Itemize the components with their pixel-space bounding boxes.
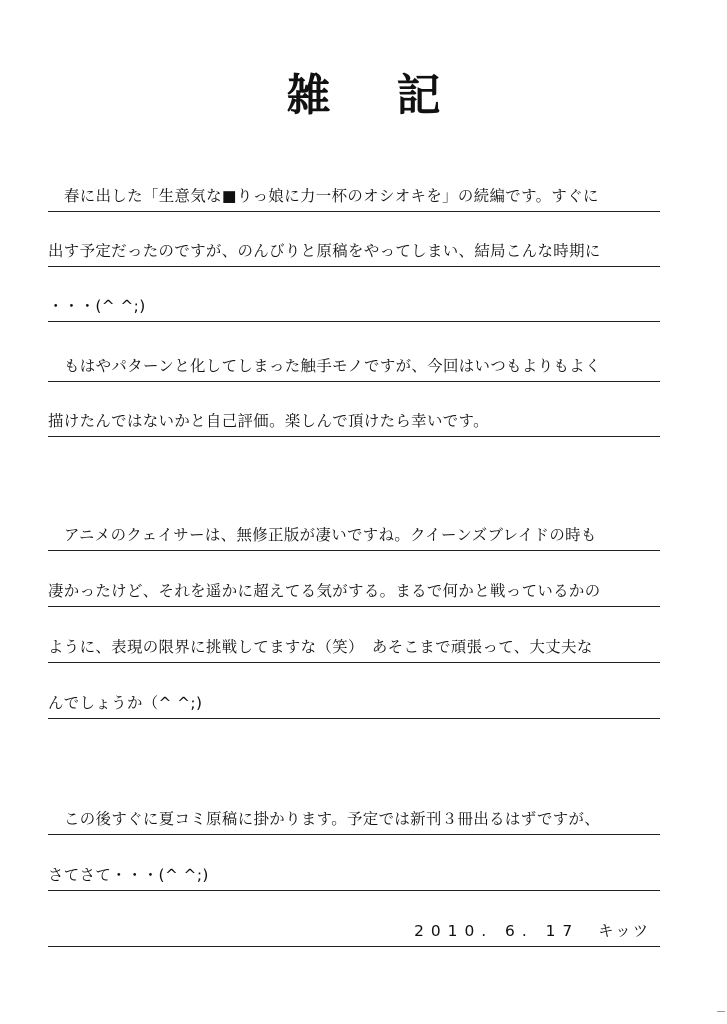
text-line	[48, 353, 660, 382]
text-line	[48, 862, 660, 891]
text-line-content: この後すぐに夏コミ原稿に掛かります。予定では新刊３冊出るはずですが、	[64, 810, 601, 828]
text-line	[48, 634, 660, 663]
text-line	[48, 293, 660, 322]
text-line	[48, 690, 660, 719]
signature-line	[48, 918, 660, 947]
text-line-content: んでしょうか（^ ^;)	[48, 694, 203, 712]
page-corner-mark	[717, 1011, 725, 1016]
text-line	[48, 806, 660, 835]
text-line	[48, 238, 660, 267]
text-line-content: さてさて・・・(^ ^;)	[48, 866, 209, 884]
text-line	[48, 183, 660, 212]
text-line	[48, 408, 660, 437]
signature-author: キッツ	[598, 922, 650, 940]
text-line-content: ように、表現の限界に挑戦してますな（笑） あそこまで頑張って、大丈夫な	[48, 638, 593, 656]
text-line	[48, 522, 660, 551]
text-line-content: もはやパターンと化してしまった触手モノですが、今回はいつもよりもよく	[64, 357, 601, 375]
text-line-content: ・・・(^ ^;)	[48, 297, 146, 315]
signature-date: 2010. 6. 17	[414, 922, 580, 940]
text-line-content: 描けたんではないかと自己評価。楽しんで頂けたら幸いです。	[48, 412, 489, 430]
page-title: 雑記	[286, 70, 507, 121]
text-line-content: 春に出した「生意気な■りっ娘に力一杯のオシオキを」の続編です。すぐに	[64, 187, 599, 205]
text-line-content: アニメのクェイサーは、無修正版が凄いですね。クイーンズブレイドの時も	[64, 526, 597, 544]
text-line-content: 出す予定だったのですが、のんびりと原稿をやってしまい、結局こんな時期に	[48, 242, 601, 260]
text-line-content: 凄かったけど、それを遥かに超えてる気がする。まるで何かと戦っているかの	[48, 582, 601, 600]
text-line	[48, 578, 660, 607]
